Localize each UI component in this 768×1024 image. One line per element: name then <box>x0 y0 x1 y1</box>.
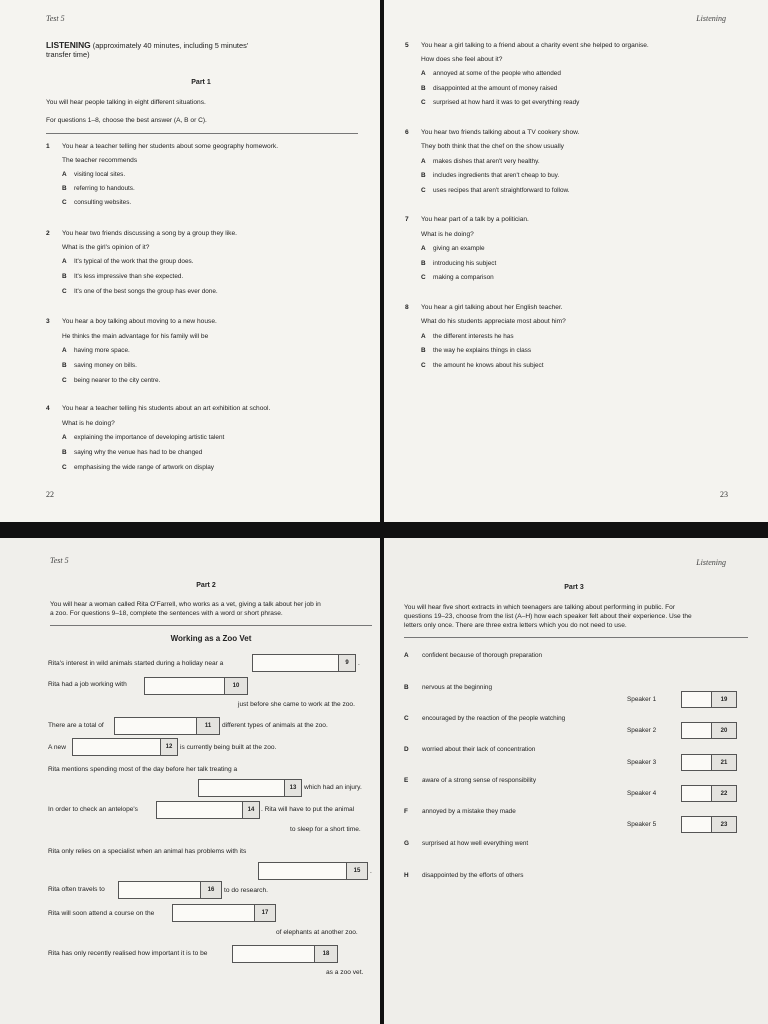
part-intro-1: You will hear five short extracts in which teenagers are talking about performing in public. For <box>404 604 675 611</box>
page-number: 22 <box>46 490 54 499</box>
part-intro-2: questions 19–23, choose from the list (A–H) how each speaker felt about their experience. Use the <box>404 613 692 620</box>
answer-option[interactable]: C consulting websites. <box>62 199 132 206</box>
answer-option[interactable]: A giving an example <box>421 245 485 252</box>
running-header: Test 5 <box>50 556 69 565</box>
sentence-15-end: . <box>370 868 372 875</box>
section-title-bold: LISTENING <box>46 40 91 50</box>
part-heading: Part 2 <box>196 582 216 589</box>
option-h: H disappointed by the efforts of others <box>404 872 524 879</box>
page-part-2 <box>0 538 380 1024</box>
answer-option[interactable]: A having more space. <box>62 347 130 354</box>
option-f: F annoyed by a mistake they made <box>404 808 516 815</box>
sentence-14-start: In order to check an antelope's <box>48 806 138 813</box>
question-number-10: 10 <box>224 678 247 694</box>
answer-option[interactable]: B saying why the venue has had to be changed <box>62 449 203 456</box>
option-d: D worried about their lack of concentration <box>404 746 536 753</box>
sentence-17-start: Rita will soon attend a course on the <box>48 910 155 917</box>
option-b: B nervous at the beginning <box>404 684 492 691</box>
option-a: A confident because of thorough preparation <box>404 652 543 659</box>
question-number: 6 <box>405 129 409 136</box>
speaker-answer-box[interactable] <box>681 785 737 802</box>
question-stem: You hear part of a talk by a politician. <box>421 216 529 223</box>
question-stem: You hear a teacher telling his students about an art exhibition at school. <box>62 405 271 412</box>
question-stem: You hear two friends talking about a TV cookery show. <box>421 129 580 136</box>
speaker-answer-box[interactable] <box>681 754 737 771</box>
question-prompt: What do his students appreciate most about him? <box>421 318 566 325</box>
divider <box>46 133 358 134</box>
answer-box-10[interactable] <box>144 677 248 695</box>
question-number-17: 17 <box>254 905 275 921</box>
sentence-9-end: . <box>358 660 360 667</box>
task-title: Working as a Zoo Vet <box>170 634 252 643</box>
question-prompt: How does she feel about it? <box>421 56 503 63</box>
question-number-11: 11 <box>196 718 219 734</box>
question-stem: You hear two friends discussing a song by a group they like. <box>62 230 237 237</box>
part-intro-2: a zoo. For questions 9–18, complete the sentences with a word or short phrase. <box>50 610 283 617</box>
answer-box-16[interactable] <box>118 881 222 899</box>
sentence-18-end: as a zoo vet. <box>326 969 364 976</box>
part-intro-3: letters only once. There are three extra letters which you do not need to use. <box>404 622 627 629</box>
speaker-answer-box[interactable] <box>681 816 737 833</box>
sentence-13-end: which had an injury. <box>304 784 362 791</box>
question-number: 7 <box>405 216 409 223</box>
question-prompt: What is he doing? <box>62 420 115 427</box>
page-part-3 <box>384 538 768 1024</box>
divider <box>50 625 372 626</box>
section-title-rest: (approximately 40 minutes, including 5 minutes' <box>92 41 249 50</box>
question-number: 4 <box>46 405 50 412</box>
answer-option[interactable]: B disappointed at the amount of money raised <box>421 85 558 92</box>
question-number: 21 <box>711 755 736 770</box>
option-c: C encouraged by the reaction of the people watching <box>404 715 566 722</box>
answer-option[interactable]: A visiting local sites. <box>62 171 126 178</box>
answer-option[interactable]: A the different interests he has <box>421 333 514 340</box>
question-prompt: What is the girl's opinion of it? <box>62 244 150 251</box>
answer-option[interactable]: B It's less impressive than she expected. <box>62 273 184 280</box>
question-prompt: What is he doing? <box>421 231 474 238</box>
answer-option[interactable]: A annoyed at some of the people who attended <box>421 70 561 77</box>
question-prompt: He thinks the main advantage for his family will be <box>62 333 209 340</box>
question-prompt: The teacher recommends <box>62 157 138 164</box>
answer-box-18[interactable] <box>232 945 338 963</box>
question-number: 19 <box>711 692 736 707</box>
sentence-11-end: different types of animals at the zoo. <box>222 722 328 729</box>
page-23 <box>384 0 768 522</box>
answer-option[interactable]: A explaining the importance of developing artistic talent <box>62 434 225 441</box>
speaker-label: Speaker 1 <box>627 696 657 703</box>
option-e: E aware of a strong sense of responsibility <box>404 777 537 784</box>
running-header: Listening <box>696 558 726 567</box>
sentence-10-start: Rita had a job working with <box>48 681 127 688</box>
sentence-13-start: Rita mentions spending most of the day before her talk treating a <box>48 766 238 773</box>
answer-option[interactable]: B saving money on bills. <box>62 362 137 369</box>
answer-box-12[interactable] <box>72 738 178 756</box>
running-header: Test 5 <box>46 14 65 23</box>
question-number: 2 <box>46 230 50 237</box>
answer-box-15[interactable] <box>258 862 368 880</box>
speaker-answer-box[interactable] <box>681 722 737 739</box>
page-22 <box>0 0 380 522</box>
sentence-12-end: is currently being built at the zoo. <box>180 744 277 751</box>
question-number-16: 16 <box>200 882 221 898</box>
option-g: G surprised at how well everything went <box>404 840 529 847</box>
question-stem: You hear a boy talking about moving to a new house. <box>62 318 217 325</box>
sentence-11-start: There are a total of <box>48 722 104 729</box>
speaker-label: Speaker 4 <box>627 790 657 797</box>
question-number: 23 <box>711 817 736 832</box>
sentence-9: Rita's interest in wild animals started during a holiday near a <box>48 660 224 667</box>
question-number: 5 <box>405 42 409 49</box>
page-number: 23 <box>720 490 728 499</box>
answer-option[interactable]: B includes ingredients that aren't cheap to buy. <box>421 172 560 179</box>
sentence-16-end: to do research. <box>224 887 268 894</box>
answer-option[interactable]: C the amount he knows about his subject <box>421 362 544 369</box>
answer-option[interactable]: C being nearer to the city centre. <box>62 377 161 384</box>
answer-box-14[interactable] <box>156 801 260 819</box>
question-number-12: 12 <box>160 739 177 755</box>
answer-box-17[interactable] <box>172 904 276 922</box>
question-number-18: 18 <box>314 946 337 962</box>
speaker-label: Speaker 2 <box>627 727 657 734</box>
question-stem: You hear a girl talking about her English teacher. <box>421 304 563 311</box>
answer-option[interactable]: C making a comparison <box>421 274 494 281</box>
answer-option[interactable]: B referring to handouts. <box>62 185 135 192</box>
sentence-14-end: to sleep for a short time. <box>290 826 361 833</box>
question-stem: You hear a teacher telling her students about some geography homework. <box>62 143 279 150</box>
speaker-label: Speaker 3 <box>627 759 657 766</box>
part-intro-1: You will hear people talking in eight different situations. <box>46 99 206 106</box>
question-number-9: 9 <box>338 655 355 671</box>
answer-option[interactable]: B introducing his subject <box>421 260 497 267</box>
sentence-12-start: A new <box>48 744 66 751</box>
part-intro-2: For questions 1–8, choose the best answer (A, B or C). <box>46 117 207 124</box>
sentence-14-middle: . Rita will have to put the animal <box>261 806 355 813</box>
answer-option[interactable]: B the way he explains things in class <box>421 347 532 354</box>
sentence-15: Rita only relies on a specialist when an animal has problems with its <box>48 848 247 855</box>
answer-option[interactable]: C uses recipes that aren't straightforward to follow. <box>421 187 570 194</box>
answer-option[interactable]: C It's one of the best songs the group has ever done. <box>62 288 218 295</box>
answer-box-9[interactable] <box>252 654 356 672</box>
section-title-line2: transfer time) <box>46 50 90 59</box>
sentence-18-start: Rita has only recently realised how important it is to be <box>48 950 208 957</box>
question-number: 1 <box>46 143 50 150</box>
running-header: Listening <box>696 14 726 23</box>
speaker-label: Speaker 5 <box>627 821 657 828</box>
question-number: 20 <box>711 723 736 738</box>
answer-option[interactable]: C emphasising the wide range of artwork on display <box>62 464 214 471</box>
sentence-10-end: just before she came to work at the zoo. <box>238 701 355 708</box>
question-number: 22 <box>711 786 736 801</box>
answer-box-11[interactable] <box>114 717 220 735</box>
divider <box>404 637 748 638</box>
speaker-answer-box[interactable] <box>681 691 737 708</box>
part-intro-1: You will hear a woman called Rita O'Farrell, who works as a vet, giving a talk about her job in <box>50 601 321 608</box>
question-number: 3 <box>46 318 50 325</box>
question-stem: You hear a girl talking to a friend about a charity event she helped to organise. <box>421 42 649 49</box>
sentence-16-start: Rita often travels to <box>48 886 105 893</box>
answer-option[interactable]: A makes dishes that aren't very healthy. <box>421 158 540 165</box>
question-prompt: They both think that the chef on the show usually <box>421 143 564 150</box>
answer-box-13[interactable] <box>198 779 302 797</box>
section-title <box>46 41 366 59</box>
answer-option[interactable]: C surprised at how hard it was to get everything ready <box>421 99 580 106</box>
sentence-17-end: of elephants at another zoo. <box>276 929 358 936</box>
answer-option[interactable]: A It's typical of the work that the group does. <box>62 258 194 265</box>
part-heading: Part 3 <box>564 584 584 591</box>
question-number-15: 15 <box>346 863 367 879</box>
question-number-14: 14 <box>242 802 259 818</box>
question-number: 8 <box>405 304 409 311</box>
question-number-13: 13 <box>284 780 301 796</box>
part-heading: Part 1 <box>191 79 211 86</box>
